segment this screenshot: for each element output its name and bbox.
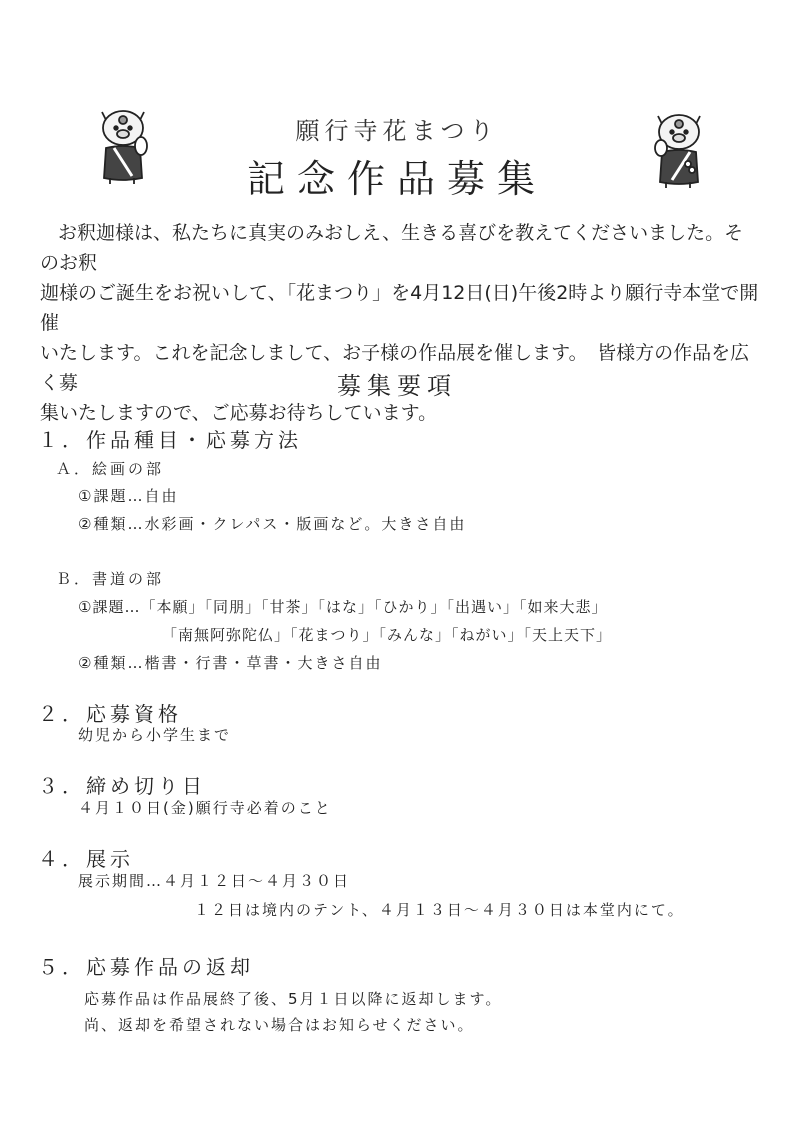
intro-line: 集いたしますので、ご応募お待ちしています。 — [40, 402, 438, 424]
category-a-item: ①課題…自由 — [78, 487, 179, 505]
intro-line: お釈迦様は、私たちに真実のみおしえ、生きる喜びを教えてくださいました。そのお釈 — [40, 222, 744, 274]
intro-line: いたします。これを記念しまして、お子様の作品展を催します。 皆様方の作品を広く募 — [40, 342, 750, 394]
section-2-heading: ２．応募資格 — [38, 702, 182, 726]
page-subtitle: 願行寺花まつり — [295, 117, 499, 145]
section-3-heading: ３．締め切り日 — [38, 774, 206, 798]
intro-line: 迦様のご誕生をお祝いして、「花まつり」を4月12日(日)午後2時より願行寺本堂で開催 — [40, 282, 759, 334]
section-4-body: １２日は境内のテント、４月１３日～４月３０日は本堂内にて。 — [194, 901, 685, 919]
category-a-heading: Ａ．絵画の部 — [56, 460, 165, 478]
section-title: 募集要項 — [337, 372, 457, 400]
category-a-item: ②種類…水彩画・クレパス・版画など。大きさ自由 — [78, 515, 467, 533]
section-3-body: ４月１０日(金)願行寺必着のこと — [78, 799, 332, 817]
section-5-body: 尚、返却を希望されない場合はお知らせください。 — [84, 1016, 475, 1034]
category-b-item-continued: 「南無阿弥陀仏」「花まつり」「みんな」「ねがい」「天上天下」 — [162, 626, 613, 644]
section-4-heading: ４．展示 — [38, 847, 134, 871]
section-4-body: 展示期間…４月１２日～４月３０日 — [78, 872, 351, 890]
section-2-body: 幼児から小学生まで — [78, 726, 232, 744]
section-1-heading: １．作品種目・応募方法 — [38, 428, 302, 452]
category-b-item: ①課題…「本願」「同朋」「甘茶」「はな」「ひかり」「出遇い」「如来大悲」 — [78, 598, 608, 616]
category-b-item: ②種類…楷書・行書・草書・大きさ自由 — [78, 654, 383, 672]
section-5-body: 応募作品は作品展終了後、5月１日以降に返却します。 — [84, 990, 503, 1008]
category-b-heading: Ｂ．書道の部 — [56, 570, 165, 588]
section-5-heading: ５．応募作品の返却 — [38, 955, 254, 979]
page-title: 記念作品募集 — [246, 157, 547, 201]
